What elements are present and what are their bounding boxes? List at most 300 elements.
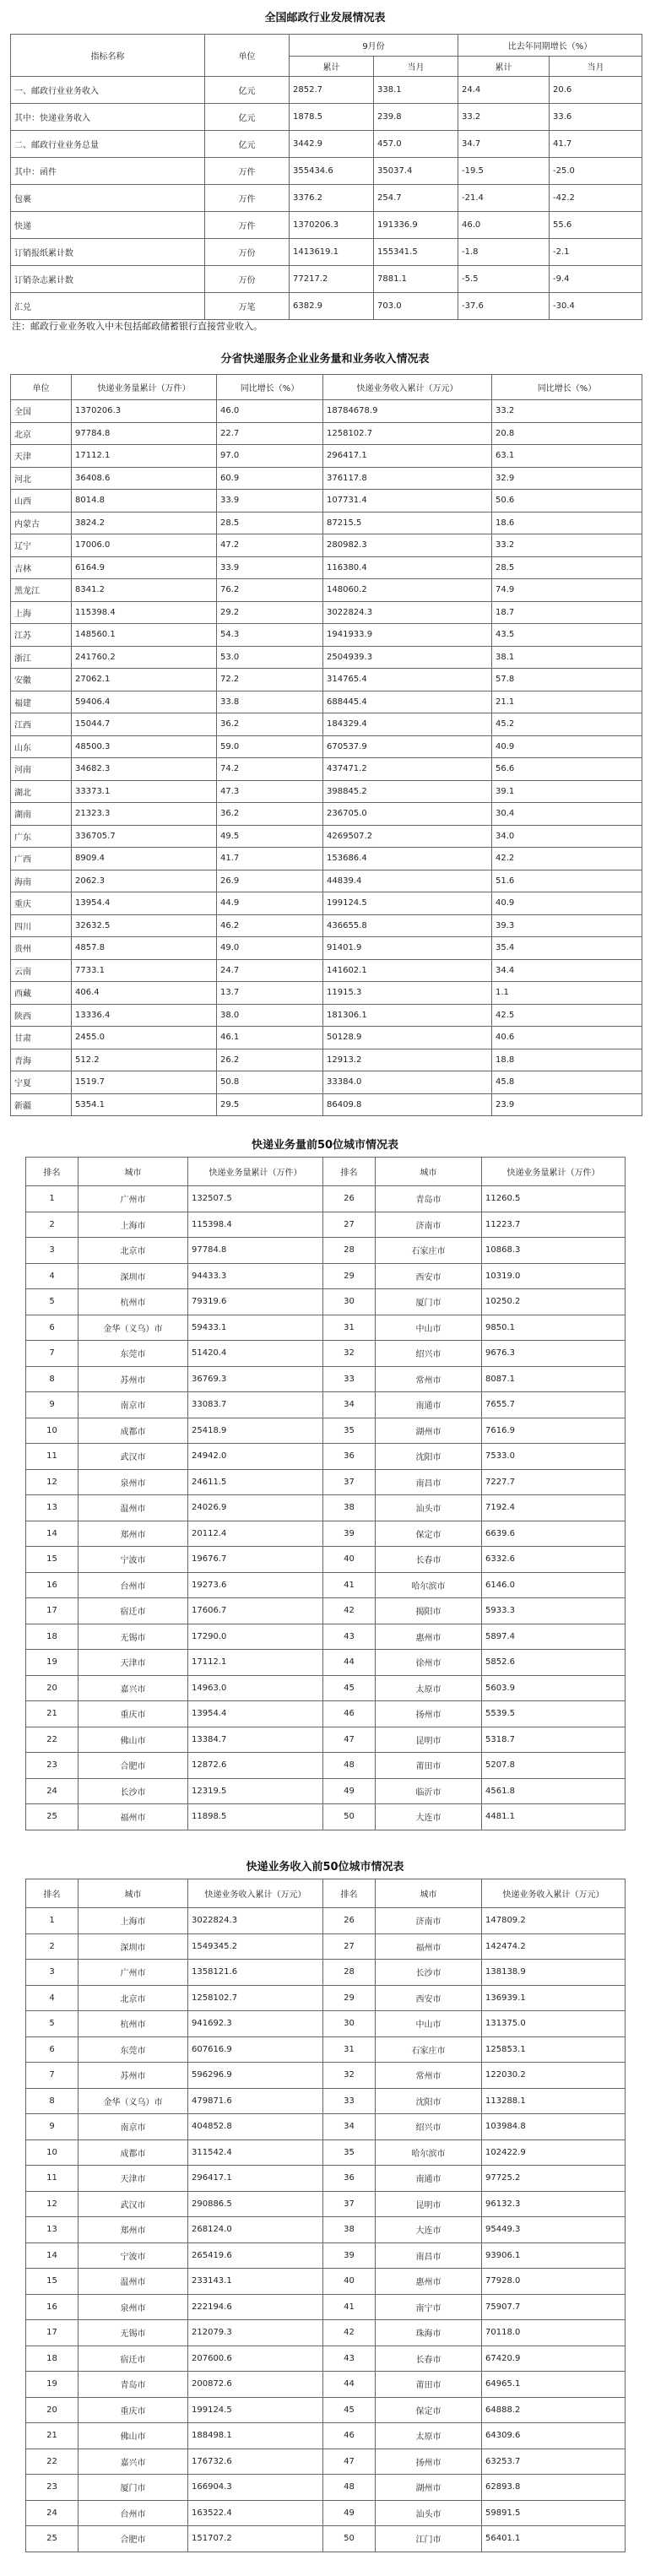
value-cell: 437471.2: [323, 758, 492, 781]
value-cell: 21.1: [492, 691, 642, 713]
value-cell: 24611.5: [188, 1469, 323, 1495]
value-cell: 50.6: [492, 490, 642, 512]
value-cell: 27062.1: [72, 669, 217, 691]
value-cell: 12872.6: [188, 1753, 323, 1779]
value-cell: -5.5: [458, 266, 550, 293]
value-cell: 63253.7: [482, 2449, 626, 2475]
value-cell: 77217.2: [290, 266, 374, 293]
rank-cell: 47: [323, 1727, 376, 1753]
table-header-row: [11, 375, 642, 400]
city-cell: 厦门市: [79, 2475, 188, 2501]
value-cell: 33.2: [492, 400, 642, 423]
rank-cell: 4: [26, 1985, 79, 2011]
value-cell: 6146.0: [482, 1572, 626, 1598]
unit-cell: 亿元: [205, 104, 290, 131]
table-row: [26, 1753, 626, 1779]
table-row: [26, 1650, 626, 1676]
rank-cell: 43: [323, 1624, 376, 1650]
province-cell: 浙江: [11, 646, 72, 669]
city-cell: 西安市: [376, 1263, 482, 1289]
province-cell: 安徽: [11, 669, 72, 691]
header-cell: 城市: [376, 1158, 482, 1186]
value-cell: 19676.7: [188, 1547, 323, 1573]
rank-cell: 33: [323, 2088, 376, 2114]
rank-cell: 25: [26, 2526, 79, 2552]
table-row: [26, 1908, 626, 1934]
header-cell: 比去年同期增长（%）: [458, 35, 642, 57]
value-cell: 3824.2: [72, 512, 217, 534]
value-cell: 97784.8: [188, 1238, 323, 1264]
city-cell: 长沙市: [376, 1960, 482, 1986]
value-cell: 222194.6: [188, 2294, 323, 2320]
value-cell: 336705.7: [72, 825, 217, 848]
value-cell: 94433.3: [188, 1263, 323, 1289]
value-cell: 2062.3: [72, 870, 217, 892]
table-row: [26, 1778, 626, 1804]
city-cell: 青岛市: [79, 2372, 188, 2398]
value-cell: 148060.2: [323, 579, 492, 602]
value-cell: 142474.2: [482, 1933, 626, 1960]
value-cell: 33.2: [492, 534, 642, 557]
table-row: [26, 1444, 626, 1470]
rank-cell: 47: [323, 2449, 376, 2475]
city-cell: 大连市: [376, 1804, 482, 1830]
value-cell: 207600.6: [188, 2346, 323, 2372]
rank-cell: 22: [26, 2449, 79, 2475]
table-row: [11, 158, 642, 185]
table-row: [11, 735, 642, 758]
value-cell: 59406.4: [72, 691, 217, 713]
table-row: [26, 1341, 626, 1367]
rank-cell: 8: [26, 2088, 79, 2114]
value-cell: 115398.4: [72, 601, 217, 624]
city-cell: 昆明市: [376, 2191, 482, 2217]
rank-cell: 44: [323, 1650, 376, 1676]
value-cell: 36408.6: [72, 467, 217, 490]
city-cell: 常州市: [376, 1366, 482, 1392]
unit-cell: 万件: [205, 158, 290, 185]
city-cell: 湖州市: [376, 1418, 482, 1444]
value-cell: 1519.7: [72, 1071, 217, 1094]
city-cell: 佛山市: [79, 2423, 188, 2449]
city-cell: 珠海市: [376, 2320, 482, 2346]
value-cell: 338.1: [374, 77, 458, 104]
city-cell: 上海市: [79, 1908, 188, 1934]
header-cell: 单位: [11, 375, 72, 400]
value-cell: 33.9: [217, 556, 323, 579]
rank-cell: 24: [26, 2500, 79, 2526]
table-row: [26, 1675, 626, 1701]
value-cell: 102422.9: [482, 2139, 626, 2166]
value-cell: 33384.0: [323, 1071, 492, 1094]
city-cell: 揭阳市: [376, 1598, 482, 1624]
value-cell: 29.5: [217, 1093, 323, 1116]
value-cell: 41.7: [550, 131, 642, 158]
city-cell: 中山市: [376, 2011, 482, 2037]
province-cell: 河北: [11, 467, 72, 490]
table-row: [26, 1624, 626, 1650]
city-cell: 石家庄市: [376, 2036, 482, 2063]
table-row: [11, 848, 642, 870]
value-cell: 8014.8: [72, 490, 217, 512]
rank-cell: 9: [26, 1392, 79, 1418]
city-cell: 金华（义乌）市: [79, 2088, 188, 2114]
city-cell: 北京市: [79, 1985, 188, 2011]
rank-cell: 10: [26, 2139, 79, 2166]
value-cell: 125853.1: [482, 2036, 626, 2063]
table-row: [26, 1366, 626, 1392]
city-cell: 绍兴市: [376, 1341, 482, 1367]
value-cell: 138138.9: [482, 1960, 626, 1986]
value-cell: 176732.6: [188, 2449, 323, 2475]
province-cell: 山西: [11, 490, 72, 512]
rank-cell: 23: [26, 2475, 79, 2501]
province-express-table: [10, 374, 642, 1116]
rank-cell: 15: [26, 1547, 79, 1573]
value-cell: 36.2: [217, 803, 323, 826]
rank-cell: 16: [26, 2294, 79, 2320]
header-cell: 指标名称: [11, 35, 205, 77]
value-cell: 46.2: [217, 914, 323, 937]
city-cell: 惠州市: [376, 1624, 482, 1650]
value-cell: 96132.3: [482, 2191, 626, 2217]
province-cell: 辽宁: [11, 534, 72, 557]
city-cell: 莆田市: [376, 1753, 482, 1779]
table-row: [26, 2397, 626, 2423]
city-cell: 汕头市: [376, 2500, 482, 2526]
value-cell: 1370206.3: [72, 400, 217, 423]
table-row: [26, 2139, 626, 2166]
province-cell: 湖北: [11, 780, 72, 803]
header-cell: 同比增长（%）: [492, 375, 642, 400]
value-cell: 166904.3: [188, 2475, 323, 2501]
table-row: [26, 1521, 626, 1547]
province-cell: 西藏: [11, 982, 72, 1005]
value-cell: 79319.6: [188, 1289, 323, 1315]
city-cell: 哈尔滨市: [376, 2139, 482, 2166]
unit-cell: 亿元: [205, 131, 290, 158]
rank-cell: 3: [26, 1960, 79, 1986]
table-row: [26, 2063, 626, 2089]
table-header-row: [26, 1158, 626, 1186]
value-cell: 33.9: [217, 490, 323, 512]
table1-title: 全国邮政行业发展情况表: [264, 12, 386, 24]
city-cell: 济南市: [376, 1908, 482, 1934]
rank-cell: 14: [26, 1521, 79, 1547]
value-cell: 77928.0: [482, 2269, 626, 2295]
value-cell: 57.8: [492, 669, 642, 691]
value-cell: 103984.8: [482, 2114, 626, 2140]
value-cell: 24.7: [217, 959, 323, 982]
rank-cell: 37: [323, 2191, 376, 2217]
city-cell: 惠州市: [376, 2269, 482, 2295]
value-cell: 56401.1: [482, 2526, 626, 2552]
rank-cell: 17: [26, 2320, 79, 2346]
province-cell: 四川: [11, 914, 72, 937]
value-cell: 33.2: [458, 104, 550, 131]
rank-cell: 12: [26, 1469, 79, 1495]
value-cell: 233143.1: [188, 2269, 323, 2295]
city-cell: 佛山市: [79, 1727, 188, 1753]
rank-cell: 34: [323, 1392, 376, 1418]
province-cell: 江苏: [11, 624, 72, 647]
city-cell: 台州市: [79, 2500, 188, 2526]
value-cell: 406.4: [72, 982, 217, 1005]
table-row: [26, 2269, 626, 2295]
table-row: [26, 2475, 626, 2501]
value-cell: 941692.3: [188, 2011, 323, 2037]
city-revenue-table: [25, 1879, 626, 2552]
value-cell: 13384.7: [188, 1727, 323, 1753]
table-row: [26, 1495, 626, 1521]
value-cell: 91401.9: [323, 937, 492, 960]
value-cell: 596296.9: [188, 2063, 323, 2089]
value-cell: 17112.1: [188, 1650, 323, 1676]
table-row: [11, 266, 642, 293]
value-cell: 199124.5: [323, 892, 492, 915]
rank-cell: 35: [323, 1418, 376, 1444]
value-cell: 53.0: [217, 646, 323, 669]
province-cell: 山东: [11, 735, 72, 758]
rank-cell: 6: [26, 1315, 79, 1341]
rank-cell: 34: [323, 2114, 376, 2140]
value-cell: 33373.1: [72, 780, 217, 803]
rank-cell: 48: [323, 2475, 376, 2501]
city-cell: 济南市: [376, 1212, 482, 1238]
value-cell: 46.0: [458, 212, 550, 239]
rank-cell: 36: [323, 1444, 376, 1470]
value-cell: 122030.2: [482, 2063, 626, 2089]
table-row: [26, 1547, 626, 1573]
table-row: [11, 467, 642, 490]
value-cell: 4857.8: [72, 937, 217, 960]
value-cell: 268124.0: [188, 2217, 323, 2243]
rank-cell: 28: [323, 1238, 376, 1264]
value-cell: 59.0: [217, 735, 323, 758]
city-cell: 莆田市: [376, 2372, 482, 2398]
value-cell: 703.0: [374, 293, 458, 320]
value-cell: 153686.4: [323, 848, 492, 870]
value-cell: 32.9: [492, 467, 642, 490]
city-cell: 福州市: [376, 1933, 482, 1960]
value-cell: 2852.7: [290, 77, 374, 104]
table-row: [11, 556, 642, 579]
rank-cell: 10: [26, 1418, 79, 1444]
value-cell: 5354.1: [72, 1093, 217, 1116]
rank-cell: 27: [323, 1212, 376, 1238]
value-cell: 26.9: [217, 870, 323, 892]
value-cell: 23.9: [492, 1093, 642, 1116]
city-cell: 保定市: [376, 2397, 482, 2423]
rank-cell: 18: [26, 2346, 79, 2372]
rank-cell: 4: [26, 1263, 79, 1289]
table-row: [26, 2294, 626, 2320]
value-cell: 48500.3: [72, 735, 217, 758]
value-cell: 40.9: [492, 735, 642, 758]
value-cell: 24.4: [458, 77, 550, 104]
rank-cell: 48: [323, 1753, 376, 1779]
province-cell: 上海: [11, 601, 72, 624]
table-row: [26, 1263, 626, 1289]
rank-cell: 7: [26, 1341, 79, 1367]
city-cell: 常州市: [376, 2063, 482, 2089]
city-cell: 泉州市: [79, 1469, 188, 1495]
value-cell: 39.3: [492, 914, 642, 937]
header-cell: 同比增长（%）: [217, 375, 323, 400]
value-cell: 93906.1: [482, 2242, 626, 2269]
city-cell: 宿迁市: [79, 2346, 188, 2372]
header-cell: 排名: [323, 1879, 376, 1908]
value-cell: 47.2: [217, 534, 323, 557]
value-cell: 45.2: [492, 713, 642, 736]
value-cell: 4481.1: [482, 1804, 626, 1830]
table-row: [11, 1004, 642, 1027]
indicator-name-cell: 汇兑: [11, 293, 205, 320]
value-cell: 200872.6: [188, 2372, 323, 2398]
rank-cell: 11: [26, 2166, 79, 2192]
value-cell: 7733.1: [72, 959, 217, 982]
city-cell: 东莞市: [79, 1341, 188, 1367]
table-row: [11, 212, 642, 239]
value-cell: 10319.0: [482, 1263, 626, 1289]
rank-cell: 19: [26, 2372, 79, 2398]
rank-cell: 28: [323, 1960, 376, 1986]
value-cell: 33.8: [217, 691, 323, 713]
value-cell: 97725.2: [482, 2166, 626, 2192]
table-row: [11, 870, 642, 892]
postal-industry-table: [10, 34, 642, 320]
value-cell: 51.6: [492, 870, 642, 892]
value-cell: 12319.5: [188, 1778, 323, 1804]
value-cell: 290886.5: [188, 2191, 323, 2217]
value-cell: -2.1: [550, 239, 642, 266]
value-cell: 10250.2: [482, 1289, 626, 1315]
city-cell: 福州市: [79, 1804, 188, 1830]
rank-cell: 32: [323, 2063, 376, 2089]
value-cell: -30.4: [550, 293, 642, 320]
value-cell: 239.8: [374, 104, 458, 131]
table-row: [11, 104, 642, 131]
rank-cell: 35: [323, 2139, 376, 2166]
value-cell: 5318.7: [482, 1727, 626, 1753]
table-row: [26, 2346, 626, 2372]
header-cell: 城市: [79, 1879, 188, 1908]
value-cell: 26.2: [217, 1049, 323, 1071]
city-cell: 南昌市: [376, 2242, 482, 2269]
value-cell: -21.4: [458, 185, 550, 212]
unit-cell: 万份: [205, 266, 290, 293]
value-cell: 39.1: [492, 780, 642, 803]
table-row: [11, 691, 642, 713]
table-row: [26, 2217, 626, 2243]
indicator-name-cell: 快递: [11, 212, 205, 239]
value-cell: 62893.8: [482, 2475, 626, 2501]
table4-title: 快递业务收入前50位城市情况表: [246, 1861, 404, 1874]
rank-cell: 2: [26, 1933, 79, 1960]
table-row: [26, 2036, 626, 2063]
value-cell: 141602.1: [323, 959, 492, 982]
province-cell: 海南: [11, 870, 72, 892]
table-row: [11, 646, 642, 669]
value-cell: 311542.4: [188, 2139, 323, 2166]
city-cell: 宁波市: [79, 1547, 188, 1573]
city-cell: 金华（义乌）市: [79, 1315, 188, 1341]
header-cell: 排名: [26, 1158, 79, 1186]
value-cell: 40.9: [492, 892, 642, 915]
table-row: [11, 293, 642, 320]
city-cell: 临沂市: [376, 1778, 482, 1804]
header-cell: 快递业务收入累计（万元）: [323, 375, 492, 400]
table-row: [11, 669, 642, 691]
table-row: [11, 914, 642, 937]
value-cell: 7655.7: [482, 1392, 626, 1418]
city-cell: 哈尔滨市: [376, 1572, 482, 1598]
table-row: [11, 624, 642, 647]
value-cell: 1549345.2: [188, 1933, 323, 1960]
table-row: [26, 1469, 626, 1495]
value-cell: 2455.0: [72, 1027, 217, 1049]
city-cell: 南宁市: [376, 2294, 482, 2320]
value-cell: 1878.5: [290, 104, 374, 131]
city-cell: 青岛市: [376, 1186, 482, 1212]
value-cell: 3442.9: [290, 131, 374, 158]
city-cell: 泉州市: [79, 2294, 188, 2320]
header-cell: 城市: [376, 1879, 482, 1908]
header-cell: 快递业务量累计（万件）: [188, 1158, 323, 1186]
rank-cell: 14: [26, 2242, 79, 2269]
value-cell: 376117.8: [323, 467, 492, 490]
value-cell: 6164.9: [72, 556, 217, 579]
value-cell: 72.2: [217, 669, 323, 691]
value-cell: 265419.6: [188, 2242, 323, 2269]
city-cell: 郑州市: [79, 1521, 188, 1547]
value-cell: 11260.5: [482, 1186, 626, 1212]
table-row: [11, 400, 642, 423]
value-cell: 212079.3: [188, 2320, 323, 2346]
value-cell: 34.0: [492, 825, 642, 848]
value-cell: 6382.9: [290, 293, 374, 320]
table-row: [26, 1933, 626, 1960]
value-cell: 33083.7: [188, 1392, 323, 1418]
city-cell: 南通市: [376, 2166, 482, 2192]
value-cell: 404852.8: [188, 2114, 323, 2140]
value-cell: 32632.5: [72, 914, 217, 937]
indicator-name-cell: 二、邮政行业业务总量: [11, 131, 205, 158]
table-row: [11, 713, 642, 736]
value-cell: 97784.8: [72, 422, 217, 445]
value-cell: 191336.9: [374, 212, 458, 239]
value-cell: 24942.0: [188, 1444, 323, 1470]
table-row: [11, 1093, 642, 1116]
province-cell: 青海: [11, 1049, 72, 1071]
city-cell: 宁波市: [79, 2242, 188, 2269]
value-cell: 199124.5: [188, 2397, 323, 2423]
value-cell: 670537.9: [323, 735, 492, 758]
table1-note: 注：邮政行业业务收入中未包括邮政储蓄银行直接营业收入。: [12, 321, 263, 332]
province-cell: 黑龙江: [11, 579, 72, 602]
indicator-name-cell: 其中：快递业务收入: [11, 104, 205, 131]
indicator-name-cell: 一、邮政行业业务收入: [11, 77, 205, 104]
value-cell: 151707.2: [188, 2526, 323, 2552]
table-header-row: [26, 1879, 626, 1908]
table-row: [11, 445, 642, 468]
city-cell: 太原市: [376, 1675, 482, 1701]
table-row: [26, 2320, 626, 2346]
table-row: [11, 1049, 642, 1071]
table-row: [11, 579, 642, 602]
table-row: [26, 2526, 626, 2552]
table-row: [26, 2423, 626, 2449]
